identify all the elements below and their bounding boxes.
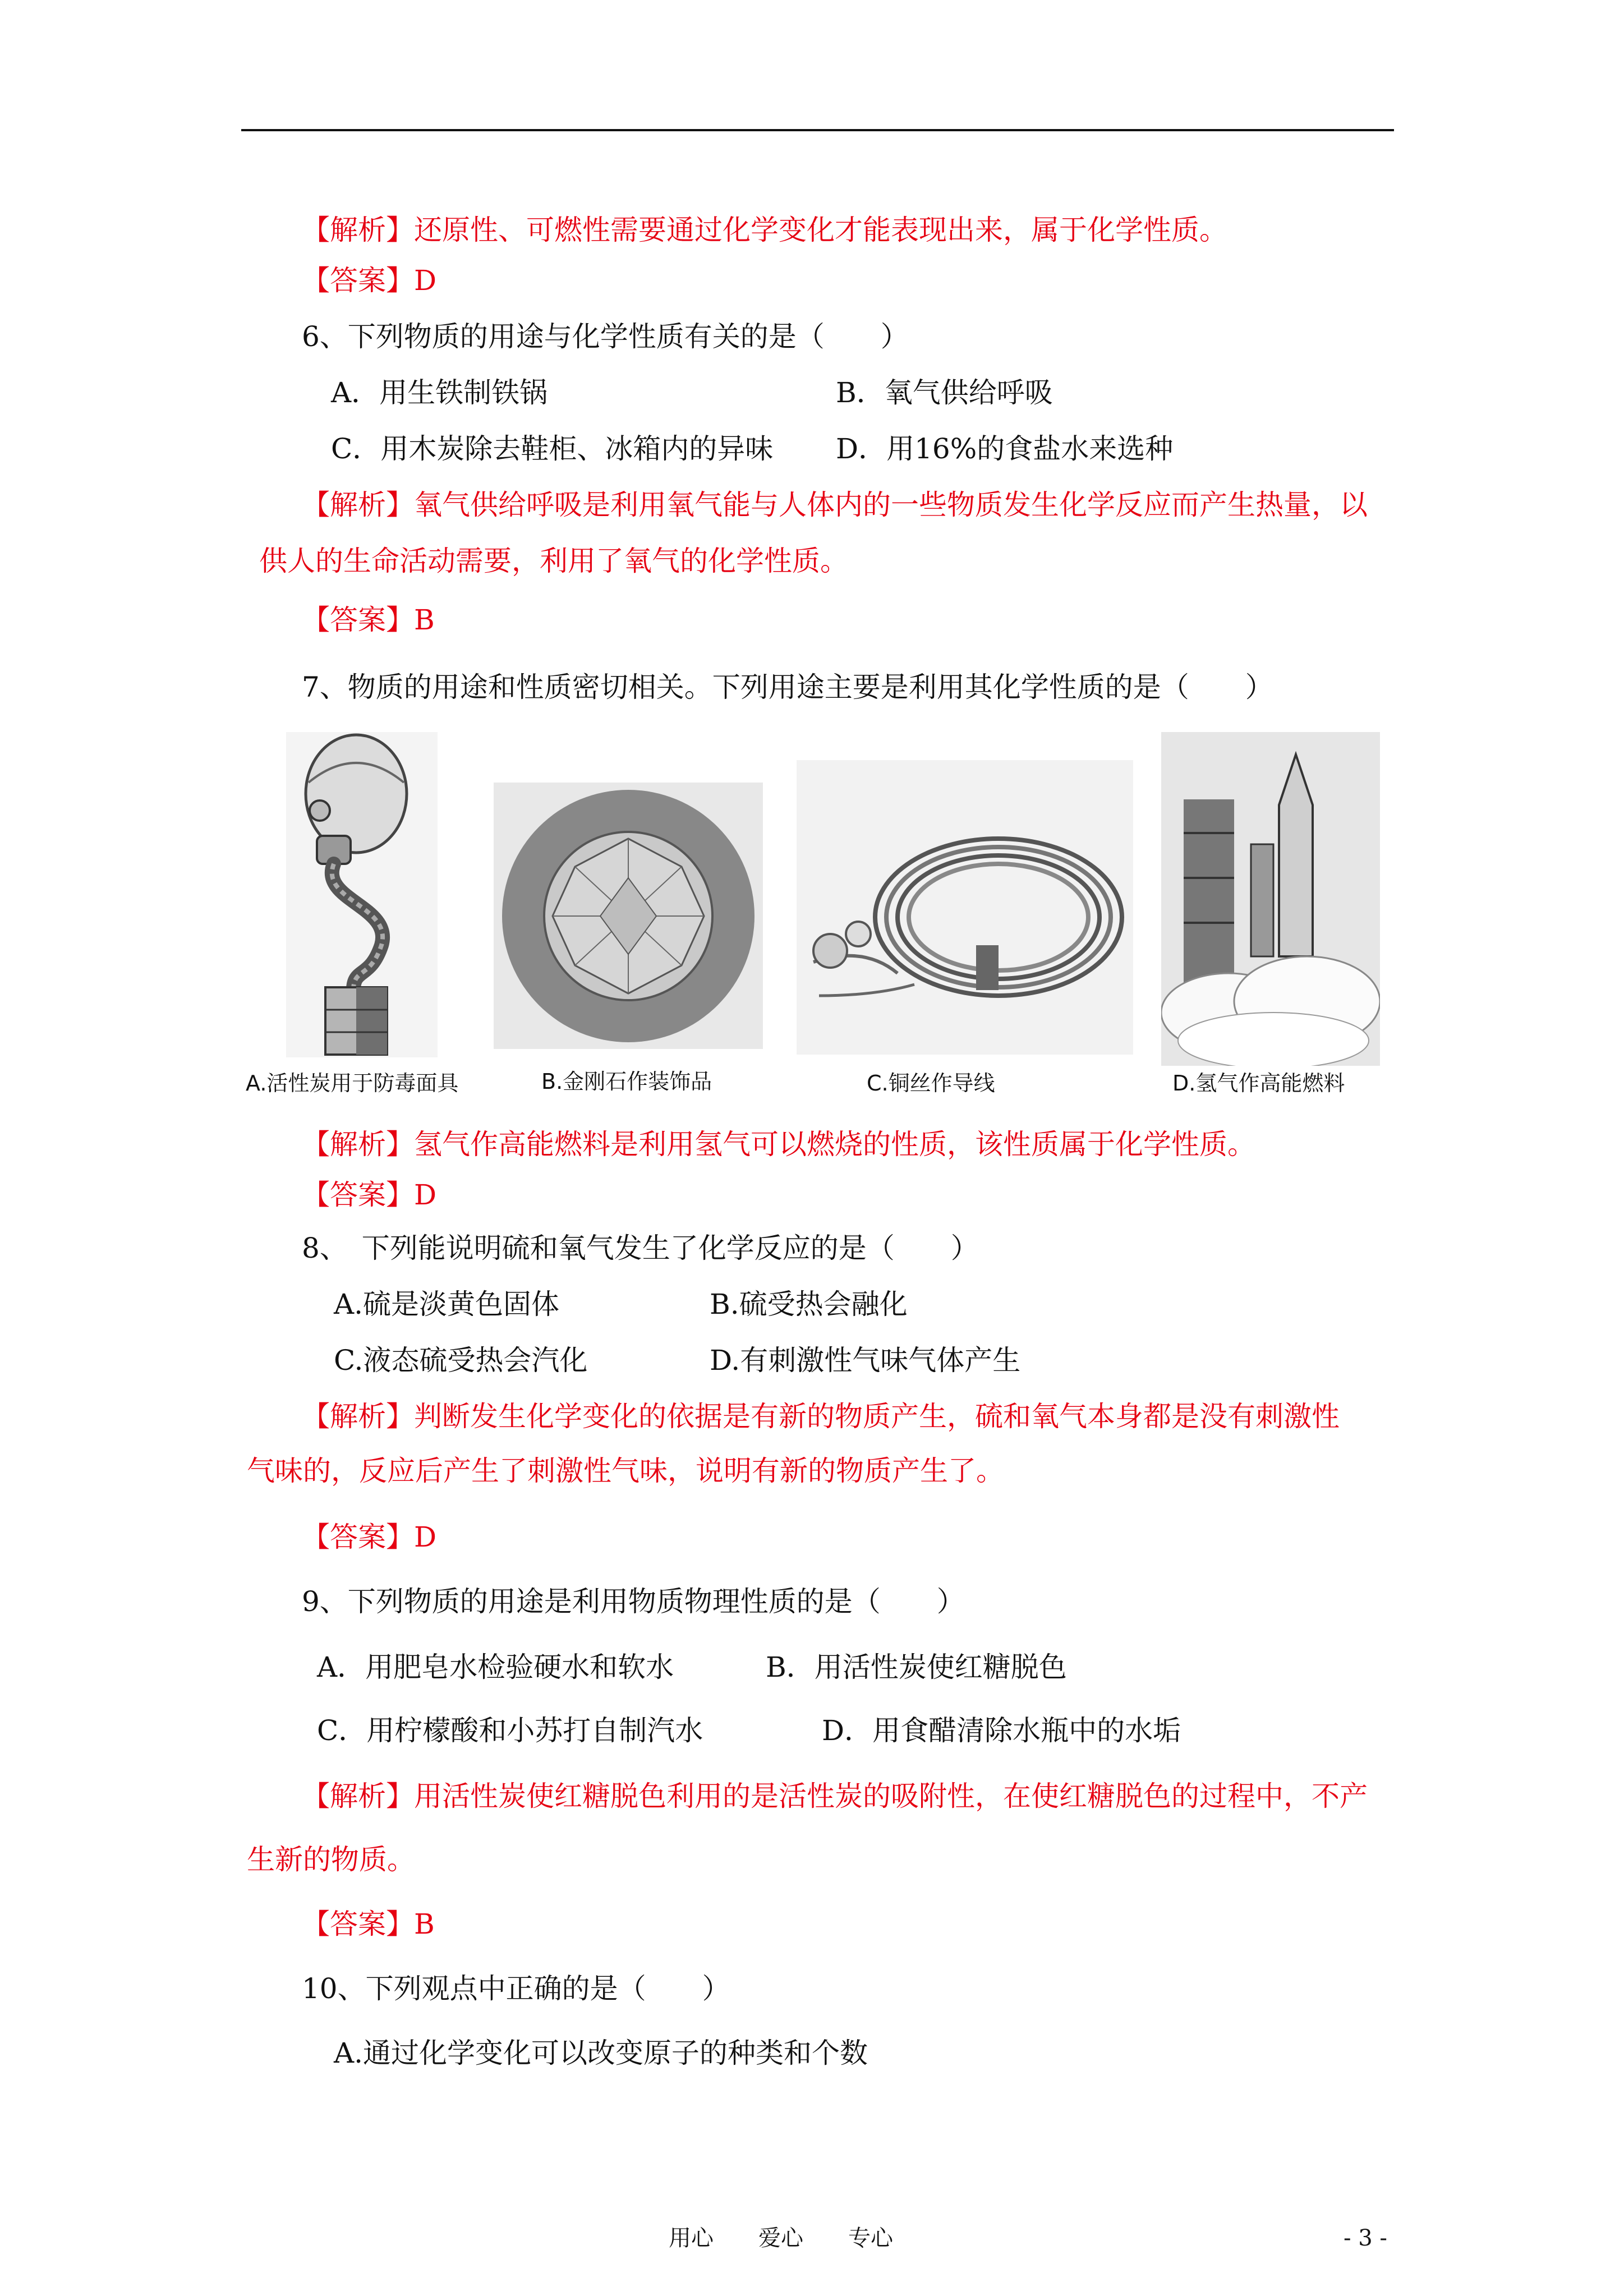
answer-value: D (414, 1179, 437, 1211)
header-rule (241, 129, 1394, 131)
answer-value: D (414, 1521, 437, 1553)
diamond-image (494, 783, 763, 1049)
analysis-tag: 【解析】 (302, 1780, 414, 1812)
q8-option-d: D.有刺激性气味气体产生 (710, 1344, 1021, 1377)
analysis-tag: 【解析】 (302, 1128, 414, 1161)
gas-mask-image (286, 732, 438, 1057)
q9-option-d: D．用食醋清除水瓶中的水垢 (822, 1714, 1181, 1747)
q10-stem: 10、下列观点中正确的是（ ） (302, 1972, 730, 2005)
q8-option-a: A.硫是淡黄色固体 (334, 1288, 560, 1320)
q7-caption-d: D.氢气作高能燃料 (1172, 1071, 1345, 1096)
q7-analysis (302, 1128, 1255, 1161)
answer-value: B (414, 604, 435, 636)
analysis-text: 判断发生化学变化的依据是有新的物质产生，硫和氧气本身都是没有刺激性 (414, 1400, 1340, 1433)
q5-answer (302, 264, 436, 297)
analysis-tag: 【解析】 (302, 214, 414, 246)
q6-option-b: B．氧气供给呼吸 (836, 376, 1053, 409)
analysis-tag: 【解析】 (302, 489, 414, 521)
q6-stem: 6、下列物质的用途与化学性质有关的是（ ） (302, 320, 909, 353)
q7-caption-a: A.活性炭用于防毒面具 (246, 1071, 459, 1096)
answer-value: B (414, 1908, 435, 1940)
q7-answer (302, 1178, 436, 1212)
q9-analysis-1 (302, 1779, 1368, 1813)
q6-answer (302, 603, 435, 637)
q7-stem: 7、物质的用途和性质密切相关。下列用途主要是利用其化学性质的是（ ） (302, 671, 1273, 703)
answer-tag: 【答案】 (302, 1179, 414, 1211)
q6-option-d: D．用16%的食盐水来选种 (836, 432, 1174, 465)
q7-caption-b: B.金刚石作装饰品 (541, 1069, 712, 1094)
q8-analysis-1 (302, 1400, 1340, 1433)
q10-option-a: A.通过化学变化可以改变原子的种类和个数 (334, 2037, 868, 2069)
q7-caption-c: C.铜丝作导线 (867, 1071, 995, 1096)
q8-answer (302, 1520, 436, 1554)
q6-option-a: A．用生铁制铁锅 (331, 376, 548, 409)
q6-analysis-2: 供人的生命活动需要，利用了氧气的化学性质。 (259, 545, 848, 577)
answer-tag: 【答案】 (302, 264, 414, 297)
q8-analysis-2: 气味的，反应后产生了刺激性气味，说明有新的物质产生了。 (247, 1455, 1004, 1487)
answer-tag: 【答案】 (302, 604, 414, 636)
q9-analysis-2: 生新的物质。 (247, 1843, 415, 1876)
analysis-tag: 【解析】 (302, 1400, 414, 1433)
q9-stem: 9、下列物质的用途是利用物质物理性质的是（ ） (302, 1585, 965, 1618)
footer-motto: 用心 爱心 专心 (669, 2225, 893, 2251)
analysis-text: 还原性、可燃性需要通过化学变化才能表现出来，属于化学性质。 (414, 214, 1227, 246)
analysis-text: 用活性炭使红糖脱色利用的是活性炭的吸附性，在使红糖脱色的过程中，不产 (414, 1780, 1368, 1812)
answer-value: D (414, 264, 437, 297)
answer-tag: 【答案】 (302, 1521, 414, 1553)
q9-answer (302, 1907, 435, 1941)
q8-stem: 8、 下列能说明硫和氧气发生了化学反应的是（ ） (302, 1232, 979, 1264)
q9-option-b: B．用活性炭使红糖脱色 (766, 1651, 1067, 1683)
answer-tag: 【答案】 (302, 1908, 414, 1940)
copper-wire-image (797, 760, 1133, 1055)
analysis-text: 氢气作高能燃料是利用氢气可以燃烧的性质，该性质属于化学性质。 (414, 1128, 1255, 1161)
q8-option-b: B.硫受热会融化 (710, 1288, 908, 1320)
analysis-text: 氧气供给呼吸是利用氧气能与人体内的一些物质发生化学反应而产生热量，以 (414, 489, 1368, 521)
q9-option-a: A．用肥皂水检验硬水和软水 (317, 1651, 674, 1683)
q9-option-c: C．用柠檬酸和小苏打自制汽水 (317, 1714, 703, 1747)
q5-analysis (302, 213, 1227, 247)
rocket-launch-image (1161, 732, 1380, 1066)
q6-analysis-1 (302, 488, 1368, 522)
q6-option-c: C．用木炭除去鞋柜、冰箱内的异味 (331, 432, 774, 465)
page-number: - 3 - (1344, 2225, 1387, 2251)
q8-option-c: C.液态硫受热会汽化 (334, 1344, 588, 1377)
